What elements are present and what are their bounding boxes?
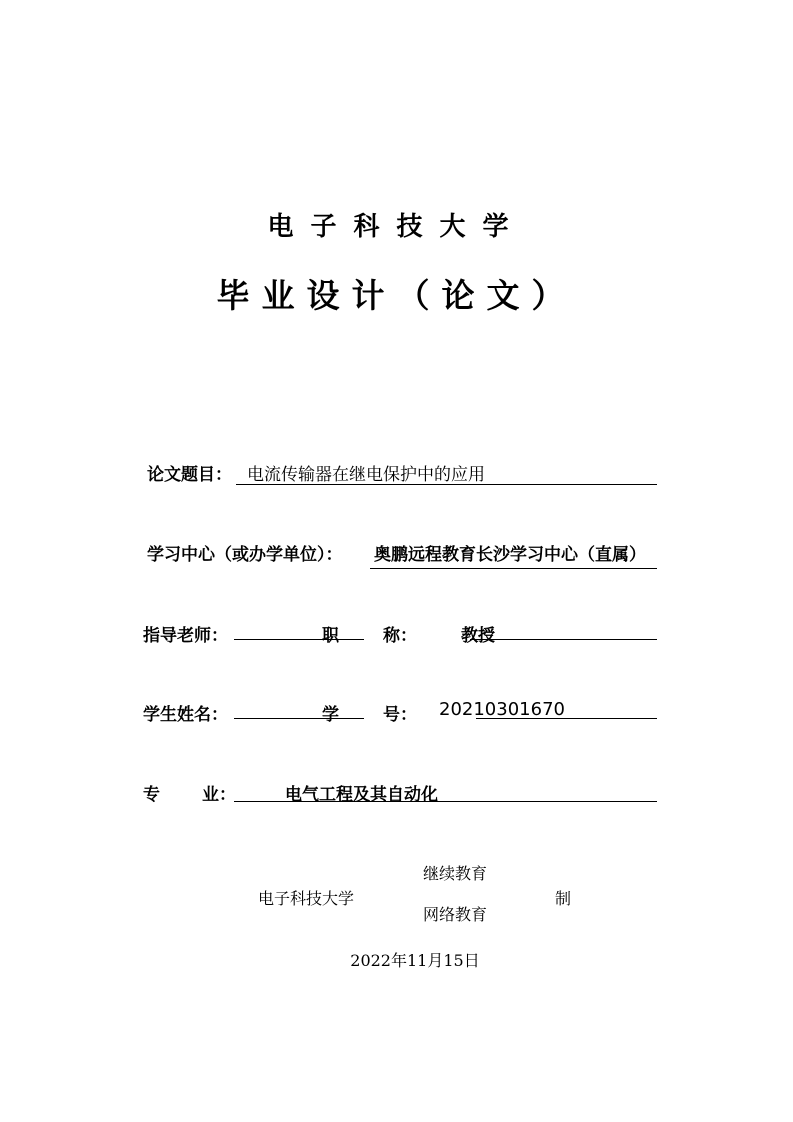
- center-value: 奥鹏远程教育长沙学习中心（直属）: [374, 545, 646, 565]
- title-value: 电流传输器在继电保护中的应用: [247, 465, 485, 485]
- footer-date: 2022年11月15日: [350, 951, 480, 970]
- footer-suffix: 制: [555, 889, 572, 908]
- title-label: 论文题目：: [147, 465, 232, 485]
- major-label-1: 专: [143, 785, 160, 805]
- student-id-value: 20210301670: [439, 699, 565, 720]
- rank-value: 教授: [461, 626, 495, 646]
- advisor-label: 指导老师：: [143, 626, 228, 646]
- student-label: 学生姓名：: [143, 705, 228, 725]
- rank-underline: [470, 639, 657, 640]
- university-title: 电子科技大学: [267, 212, 526, 242]
- rank-label-1: 职: [322, 626, 339, 646]
- id-underline: [476, 718, 657, 719]
- title-underline: [236, 484, 657, 485]
- center-label: 学习中心（或办学单位）：: [147, 545, 343, 565]
- id-label-2: 号：: [383, 705, 417, 725]
- major-label-2: 业：: [202, 785, 236, 805]
- footer-org: 电子科技大学: [258, 889, 355, 908]
- center-underline: [370, 568, 657, 569]
- advisor-underline: [234, 639, 364, 640]
- document-type-title: 毕业设计（论文）: [216, 276, 577, 315]
- footer-dept-1: 继续教育: [423, 864, 488, 883]
- rank-label-2: 称：: [383, 626, 417, 646]
- id-label-1: 学: [322, 705, 339, 725]
- student-underline: [234, 718, 364, 719]
- major-underline: [234, 801, 657, 802]
- major-value: 电气工程及其自动化: [285, 785, 438, 805]
- footer-dept-2: 网络教育: [423, 905, 488, 924]
